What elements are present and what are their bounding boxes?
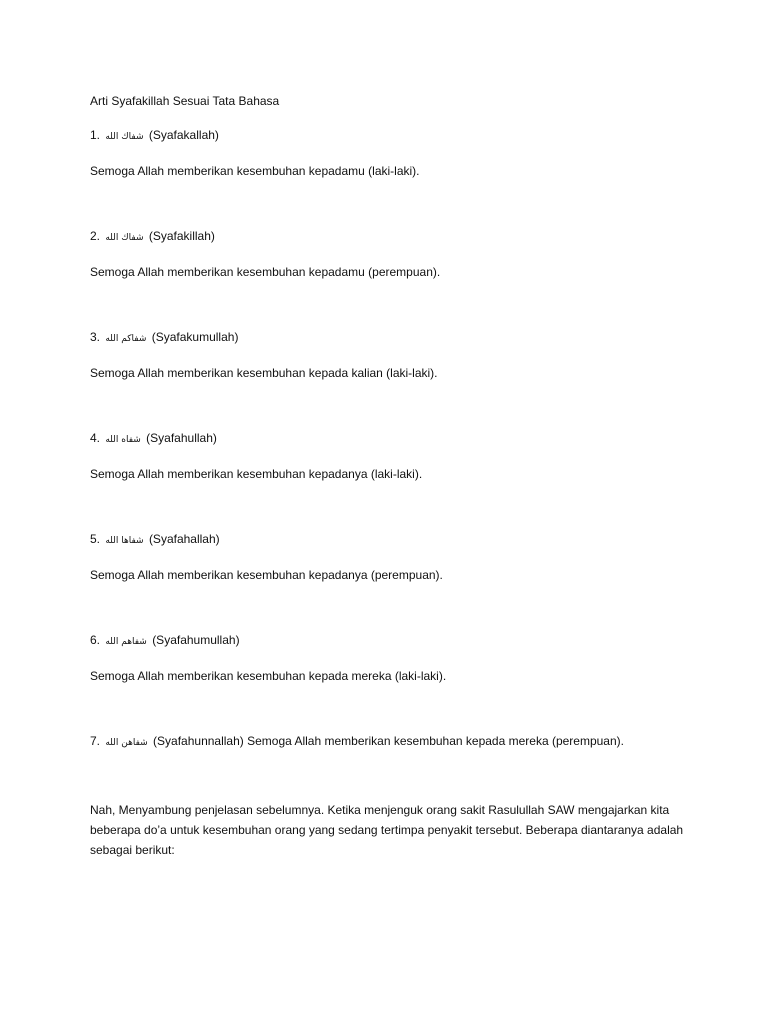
arabic-text: شفاك الله (105, 132, 144, 142)
arabic-text: شفاهن الله (105, 738, 148, 748)
item-number: 6. (90, 633, 101, 647)
list-item-heading (90, 732, 690, 752)
item-latin: (Syafahullah) (146, 431, 217, 445)
arabic-text: شفاها الله (105, 536, 144, 546)
item-number: 2. (90, 229, 101, 243)
document-content (90, 92, 690, 860)
list-item-meaning: Semoga Allah memberikan kesembuhan kepadanya (laki-laki). (90, 467, 423, 481)
item-number: 7. (90, 734, 101, 748)
body-paragraph: Nah, Menyambung penjelasan sebelumnya. Ketika menjenguk orang sakit Rasulullah SAW mengajarkan kita beberapa do’a untuk kesembuhan orang yang sedang tertimpa penyakit tersebut. Beberapa diantaranya adalah sebagai berikut: (90, 803, 684, 857)
list-item-heading (90, 429, 690, 449)
list-item-meaning: Semoga Allah memberikan kesembuhan kepadamu (perempuan). (90, 265, 441, 279)
list-item-heading (90, 631, 690, 651)
arabic-text: شفاكم الله (105, 334, 147, 344)
list-item-heading (90, 227, 690, 247)
list-item-meaning: Semoga Allah memberikan kesembuhan kepadanya (perempuan). (90, 568, 443, 582)
item-number: 3. (90, 330, 101, 344)
list-item-heading (90, 328, 690, 348)
item-text: (Syafahunnallah) Semoga Allah memberikan kesembuhan kepada mereka (perempuan). (153, 734, 624, 748)
item-number: 5. (90, 532, 101, 546)
item-latin: (Syafahallah) (148, 532, 220, 546)
arabic-text: شفاهم الله (105, 637, 147, 647)
item-latin: (Syafakillah) (148, 229, 215, 243)
arabic-text: شفاك الله (105, 233, 144, 243)
list-item-heading (90, 530, 690, 550)
list-item-meaning: Semoga Allah memberikan kesembuhan kepada kalian (laki-laki). (90, 366, 438, 380)
item-number: 4. (90, 431, 101, 445)
item-latin: (Syafahumullah) (152, 633, 240, 647)
arabic-text: شفاه الله (105, 435, 141, 445)
item-latin: (Syafakallah) (148, 128, 219, 142)
list-item-heading (90, 126, 690, 146)
item-latin: (Syafakumullah) (151, 330, 239, 344)
item-number: 1. (90, 128, 101, 142)
document-title: Arti Syafakillah Sesuai Tata Bahasa (90, 94, 280, 108)
list-item-meaning: Semoga Allah memberikan kesembuhan kepadamu (laki-laki). (90, 164, 420, 178)
list-item-meaning: Semoga Allah memberikan kesembuhan kepada mereka (laki-laki). (90, 669, 447, 683)
